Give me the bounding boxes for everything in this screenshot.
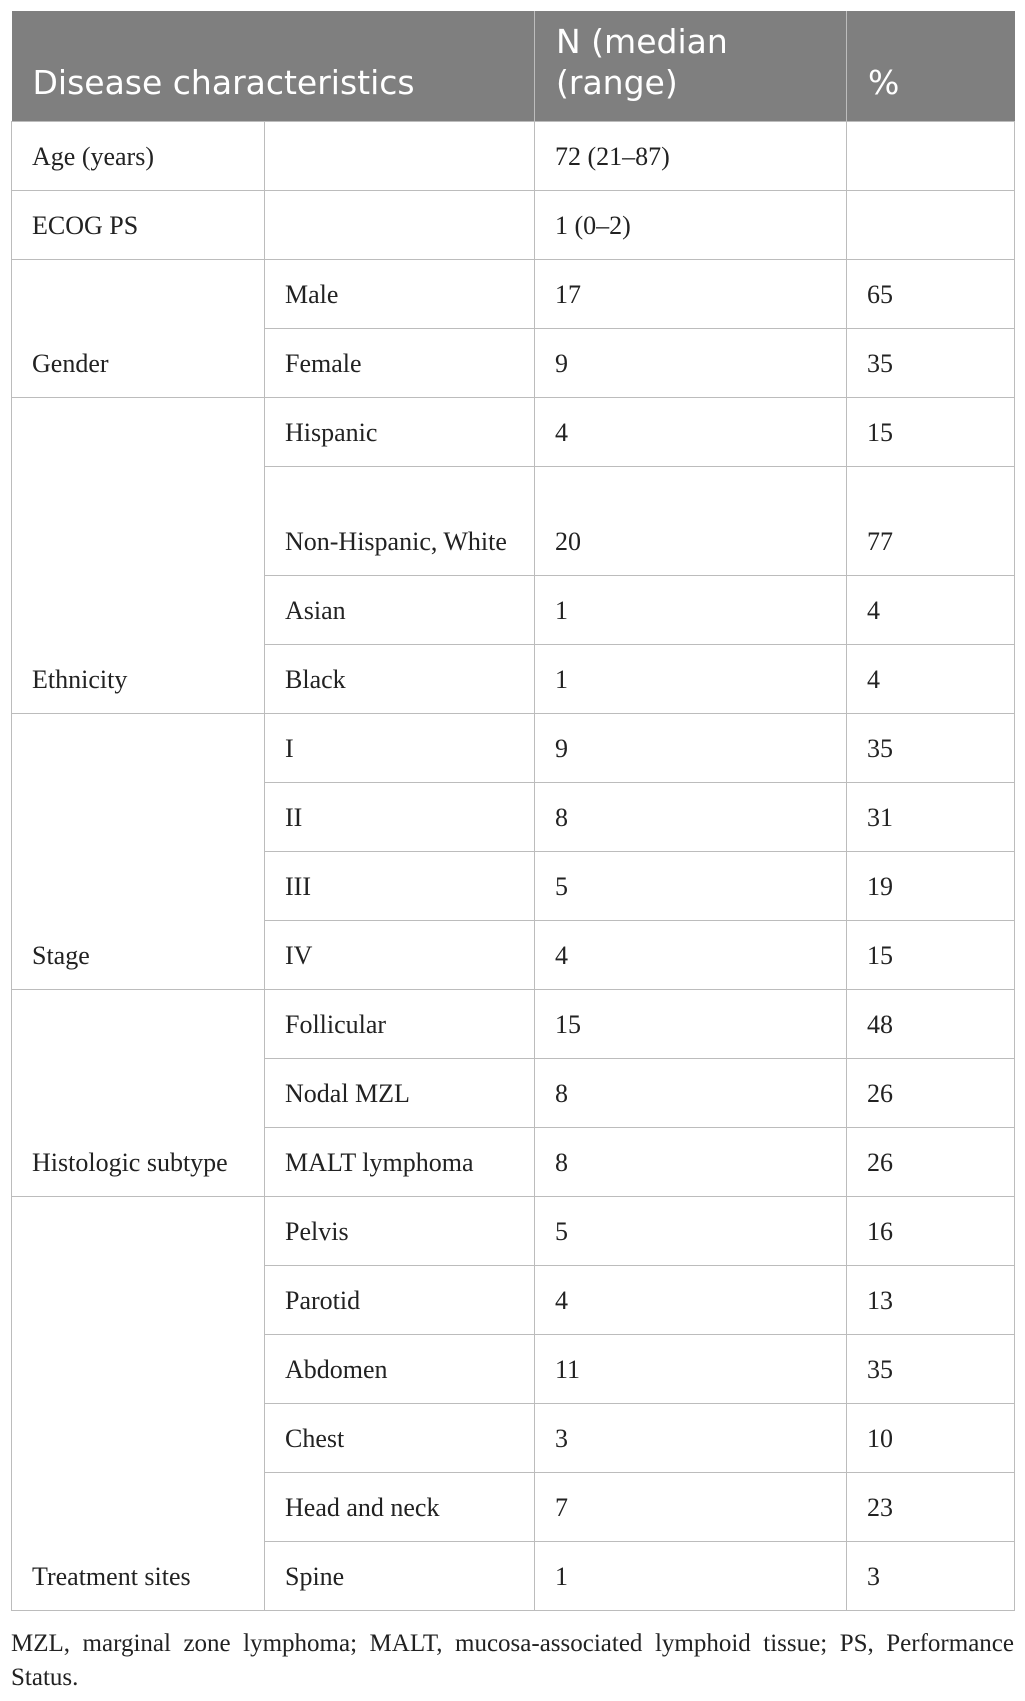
row-n: 9 [535,714,847,783]
table-row [12,714,1015,783]
row-sub: Head and neck [265,1473,535,1542]
row-pct: 31 [847,783,1015,852]
row-pct: 13 [847,1266,1015,1335]
row-pct: 16 [847,1197,1015,1266]
group-label-ethnicity: Ethnicity [12,398,265,714]
row-pct: 19 [847,852,1015,921]
row-sub: III [265,852,535,921]
row-n: 5 [535,852,847,921]
row-pct: 26 [847,1059,1015,1128]
row-n: 1 (0–2) [535,191,847,260]
group-label-histologic-subtype: Histologic subtype [12,990,265,1197]
row-pct: 35 [847,714,1015,783]
row-n: 8 [535,783,847,852]
row-sub: Spine [265,1542,535,1611]
row-n: 9 [535,329,847,398]
row-pct: 3 [847,1542,1015,1611]
row-sub: Abdomen [265,1335,535,1404]
row-n: 7 [535,1473,847,1542]
row-n: 20 [535,467,847,576]
row-sub: I [265,714,535,783]
table-row [12,122,1015,191]
row-n: 4 [535,398,847,467]
row-label: ECOG PS [12,191,265,260]
row-n: 1 [535,576,847,645]
disease-characteristics-table [11,11,1015,1611]
row-n: 4 [535,1266,847,1335]
row-n: 11 [535,1335,847,1404]
row-pct: 15 [847,398,1015,467]
row-pct: 4 [847,645,1015,714]
row-sub: IV [265,921,535,990]
row-sub: Asian [265,576,535,645]
row-sub: Male [265,260,535,329]
row-n: 72 (21–87) [535,122,847,191]
row-sub [265,191,535,260]
row-sub: Chest [265,1404,535,1473]
row-pct [847,191,1015,260]
row-n: 1 [535,645,847,714]
table-row [12,990,1015,1059]
row-sub: Parotid [265,1266,535,1335]
row-pct [847,122,1015,191]
header-n-median-range: N (median (range) [535,11,847,122]
table-row [12,260,1015,329]
header-disease-characteristics: Disease characteristics [12,11,535,122]
row-n: 4 [535,921,847,990]
row-pct: 4 [847,576,1015,645]
row-sub: Hispanic [265,398,535,467]
row-n: 5 [535,1197,847,1266]
table-row [12,398,1015,467]
row-n: 1 [535,1542,847,1611]
row-pct: 35 [847,1335,1015,1404]
table-row [12,1197,1015,1266]
row-n: 17 [535,260,847,329]
table-header-row [12,11,1015,122]
row-n: 8 [535,1128,847,1197]
table-container [11,11,1014,1611]
row-sub: Female [265,329,535,398]
row-pct: 26 [847,1128,1015,1197]
table-footnote: MZL, marginal zone lymphoma; MALT, mucosa-associated lymphoid tissue; PS, Performance Status. [11,1630,1014,1691]
row-pct: 48 [847,990,1015,1059]
row-n: 15 [535,990,847,1059]
row-pct: 23 [847,1473,1015,1542]
row-sub: Pelvis [265,1197,535,1266]
row-pct: 77 [847,467,1015,576]
row-label: Age (years) [12,122,265,191]
row-sub: MALT lymphoma [265,1128,535,1197]
row-n: 8 [535,1059,847,1128]
row-sub: Black [265,645,535,714]
row-sub: Non-Hispanic, White [265,467,535,576]
header-percent: % [847,11,1015,122]
row-pct: 65 [847,260,1015,329]
row-sub: Nodal MZL [265,1059,535,1128]
group-label-gender: Gender [12,260,265,398]
row-sub [265,122,535,191]
row-n: 3 [535,1404,847,1473]
row-pct: 35 [847,329,1015,398]
group-label-stage: Stage [12,714,265,990]
row-sub: II [265,783,535,852]
group-label-treatment-sites: Treatment sites [12,1197,265,1611]
row-sub: Follicular [265,990,535,1059]
row-pct: 10 [847,1404,1015,1473]
row-pct: 15 [847,921,1015,990]
table-row [12,191,1015,260]
